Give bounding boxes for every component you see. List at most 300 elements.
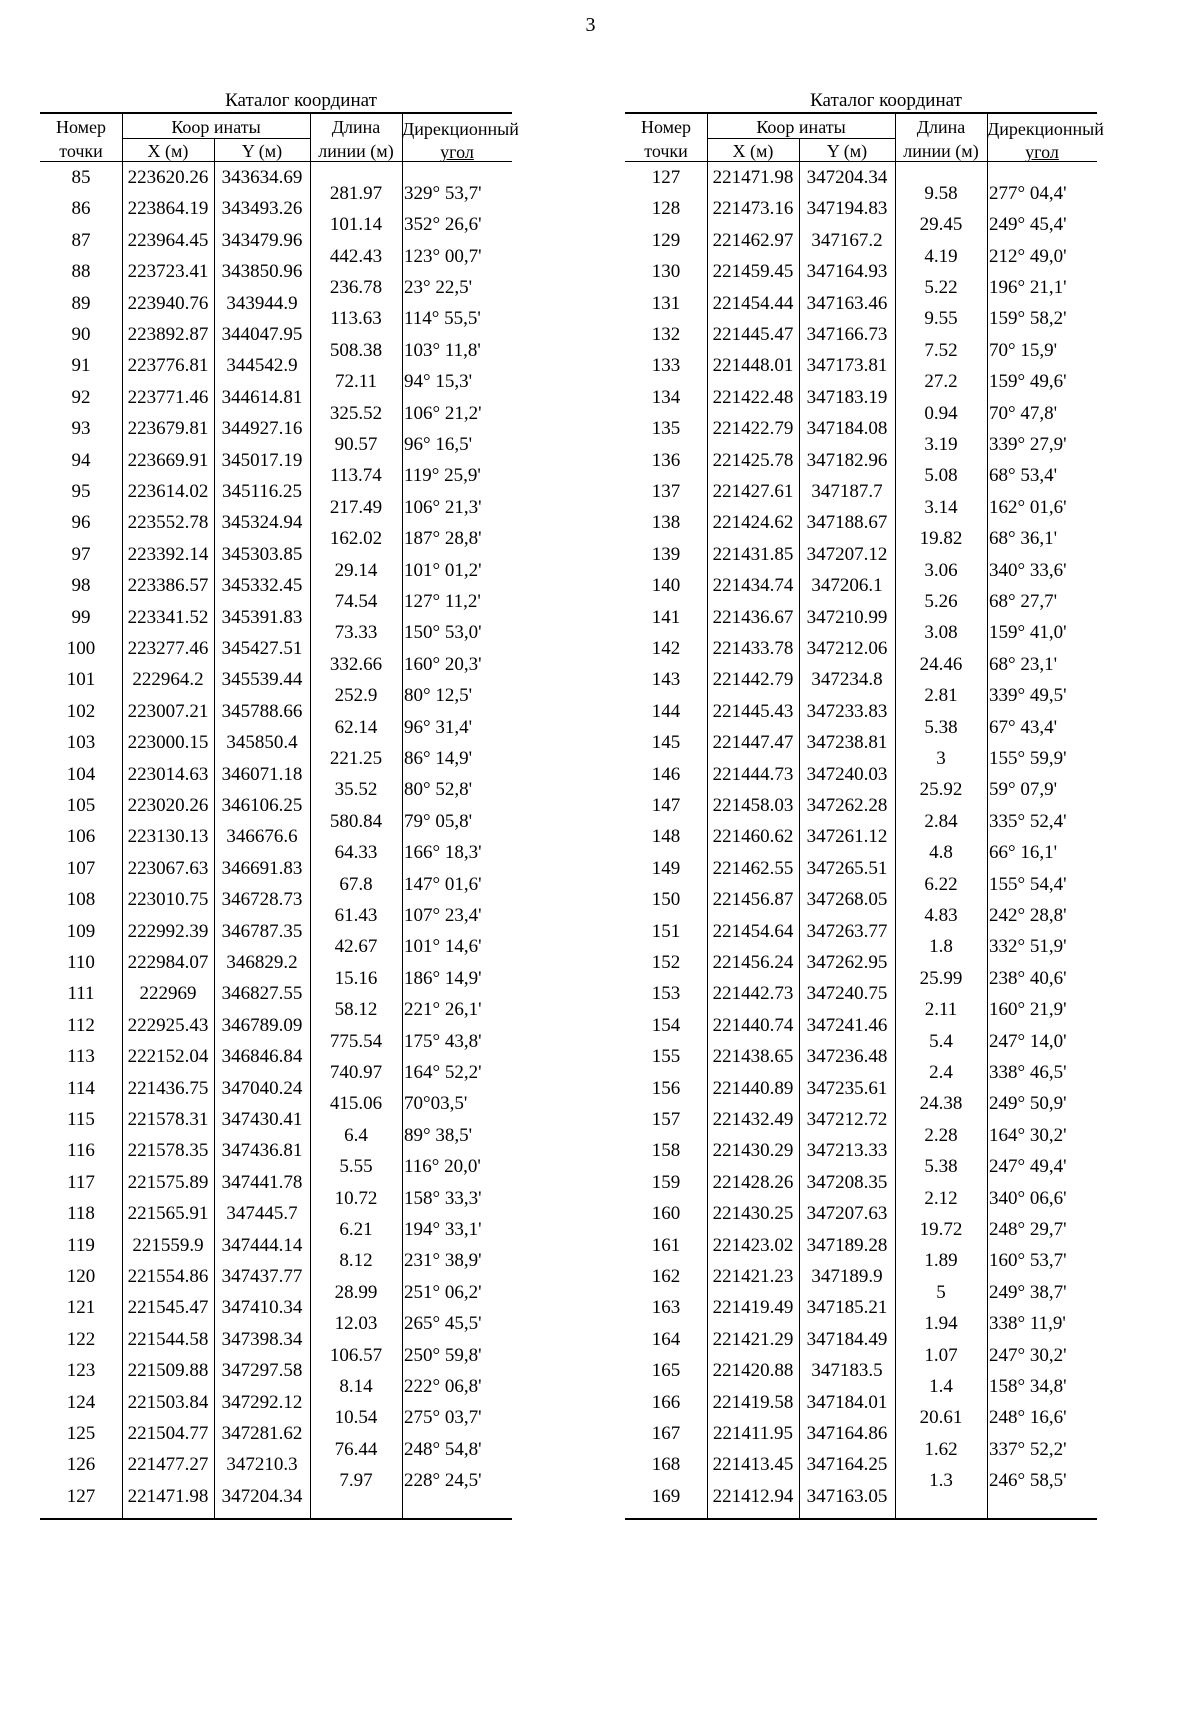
point-x: 222992.39	[127, 920, 209, 942]
point-number: 145	[651, 732, 681, 754]
segment-row	[40, 1277, 512, 1308]
segment-length: 25.92	[919, 779, 963, 801]
point-y: 346106.25	[221, 795, 303, 816]
point-y: 346071.18	[221, 763, 303, 785]
header-angle: Дирекционный	[402, 119, 519, 139]
point-x: 223964.45	[127, 229, 209, 251]
point-x: 223007.21	[127, 700, 209, 722]
segment-direction-angle: 162° 01,6'	[989, 496, 1067, 518]
point-x: 221462.97	[712, 229, 794, 251]
point-number: 134	[651, 386, 681, 408]
segment-row	[40, 1151, 512, 1182]
segment-row	[625, 806, 1097, 837]
segment-length: 6.22	[924, 873, 958, 895]
point-x: 223552.78	[127, 512, 209, 534]
segment-direction-angle: 96° 31,4'	[404, 716, 473, 738]
segment-length: 1.89	[924, 1250, 958, 1272]
point-y: 347164.25	[806, 1454, 888, 1476]
segment-direction-angle: 68° 53,4'	[989, 465, 1058, 487]
point-number: 112	[67, 1014, 95, 1036]
point-y: 347184.08	[806, 418, 888, 440]
segment-length: 162.02	[329, 528, 383, 550]
point-number: 103	[66, 732, 96, 754]
point-y: 347167.2	[811, 229, 883, 251]
segment-row	[40, 241, 512, 272]
point-number: 149	[651, 857, 681, 879]
point-x: 221440.89	[712, 1077, 794, 1099]
segment-row	[40, 398, 512, 429]
segment-length: 7.97	[339, 1470, 373, 1492]
point-y: 347183.5	[811, 1360, 883, 1382]
point-y: 347292.12	[221, 1391, 303, 1413]
point-y: 347234.8	[811, 669, 883, 691]
segment-row	[40, 1183, 512, 1214]
segment-direction-angle: 96° 16,5'	[404, 433, 473, 455]
segment-length: 4.19	[924, 245, 958, 267]
header-rule	[122, 138, 310, 139]
segment-length: 3.08	[924, 622, 958, 644]
point-y: 345332.45	[221, 575, 303, 597]
point-x: 221442.79	[712, 669, 794, 691]
header-coordinates: Коор инаты	[171, 117, 261, 137]
segment-length: 221.25	[329, 747, 383, 769]
segment-direction-angle: 249° 45,4'	[989, 214, 1067, 236]
point-x: 221509.88	[127, 1360, 209, 1382]
segment-length: 217.49	[329, 496, 383, 518]
segment-row	[625, 1340, 1097, 1371]
point-x: 221445.47	[712, 324, 794, 345]
point-number: 88	[71, 261, 91, 283]
segment-direction-angle: 339° 27,9'	[989, 433, 1067, 455]
segment-row	[40, 900, 512, 931]
segment-row	[40, 1434, 512, 1465]
point-number: 108	[66, 889, 96, 911]
segment-length: 5	[936, 1281, 946, 1303]
point-number: 89	[71, 292, 91, 314]
segment-length: 113.74	[330, 465, 382, 487]
point-y: 347430.41	[221, 1109, 303, 1130]
point-number: 86	[71, 198, 91, 220]
point-number: 129	[651, 229, 681, 251]
point-y: 347238.81	[806, 732, 888, 754]
point-y: 346829.2	[226, 952, 298, 973]
segment-row	[625, 241, 1097, 272]
segment-length: 4.8	[929, 842, 953, 864]
segment-direction-angle: 80° 12,5'	[404, 685, 473, 707]
segment-row	[40, 931, 512, 962]
point-y: 345788.66	[221, 700, 303, 722]
table-body	[625, 162, 1097, 1520]
segment-direction-angle: 338° 46,5'	[989, 1061, 1067, 1083]
segment-row	[625, 178, 1097, 209]
point-number: 94	[71, 449, 91, 471]
header-length: Длина	[916, 117, 966, 137]
point-y: 347210.3	[226, 1454, 298, 1476]
segment-length: 64.33	[334, 842, 378, 864]
point-number: 162	[651, 1266, 681, 1287]
segment-direction-angle: 275° 03,7'	[404, 1407, 482, 1429]
point-x: 221440.74	[712, 1014, 794, 1036]
segment-direction-angle: 248° 29,7'	[989, 1218, 1067, 1240]
point-y: 347184.01	[806, 1391, 888, 1413]
header-point-number-2: точки	[59, 141, 103, 161]
segment-length: 101.14	[329, 214, 383, 236]
point-x: 221545.47	[127, 1297, 209, 1319]
segment-direction-angle: 106° 21,2'	[404, 402, 482, 424]
segment-direction-angle: 107° 23,4'	[404, 904, 482, 926]
point-x: 221578.35	[127, 1140, 209, 1162]
segment-direction-angle: 94° 15,3'	[404, 371, 473, 393]
point-y: 347261.12	[806, 826, 888, 848]
segment-length: 8.14	[339, 1375, 373, 1397]
segment-row	[625, 366, 1097, 397]
point-number: 142	[651, 638, 681, 659]
segment-row	[625, 398, 1097, 429]
segment-direction-angle: 123° 00,7'	[404, 245, 482, 267]
segment-length: 1.8	[929, 936, 953, 958]
segment-length: 73.33	[334, 622, 378, 644]
segment-row	[40, 492, 512, 523]
point-x: 221412.94	[712, 1485, 794, 1507]
point-y: 343493.26	[221, 198, 303, 220]
segment-row	[625, 1088, 1097, 1119]
point-number: 110	[67, 952, 95, 973]
segment-direction-angle: 338° 11,9'	[989, 1313, 1066, 1335]
segment-direction-angle: 150° 53,0'	[404, 622, 482, 644]
point-y: 346846.84	[221, 1046, 303, 1068]
segment-direction-angle: 250° 59,8'	[404, 1344, 482, 1366]
point-number: 141	[651, 606, 681, 628]
point-x: 221456.87	[712, 889, 794, 911]
point-x: 221421.23	[712, 1266, 794, 1287]
segment-length: 62.14	[334, 716, 378, 738]
point-x: 222925.43	[127, 1014, 209, 1036]
point-x: 223679.81	[127, 418, 209, 440]
point-y: 347444.14	[221, 1234, 303, 1256]
point-y: 347263.77	[806, 920, 888, 942]
header-y: Y (м)	[826, 141, 868, 161]
point-y: 347163.46	[806, 292, 888, 314]
segment-length: 5.4	[929, 1030, 953, 1052]
segment-length: 3.14	[924, 496, 958, 518]
segment-row	[625, 837, 1097, 868]
point-number: 131	[651, 292, 681, 314]
point-x: 223723.41	[127, 261, 209, 283]
point-number: 143	[651, 669, 681, 691]
segment-direction-angle: 248° 54,8'	[404, 1438, 482, 1460]
segment-row	[625, 555, 1097, 586]
segment-length: 1.3	[929, 1470, 953, 1492]
point-y: 347207.63	[806, 1203, 888, 1225]
segment-direction-angle: 59° 07,9'	[989, 779, 1058, 801]
segment-row	[625, 335, 1097, 366]
point-y: 346728.73	[221, 889, 303, 911]
point-y: 347187.7	[811, 481, 883, 502]
segment-length: 5.38	[924, 1156, 958, 1178]
segment-direction-angle: 194° 33,1'	[404, 1218, 482, 1240]
header-divider	[214, 139, 215, 161]
segment-length: 5.22	[924, 276, 958, 298]
point-y: 347437.77	[221, 1266, 303, 1287]
point-x: 221503.84	[127, 1391, 209, 1413]
point-number: 135	[651, 418, 681, 440]
point-x: 221420.88	[712, 1360, 794, 1382]
segment-row	[625, 1214, 1097, 1245]
point-x: 221423.02	[712, 1234, 794, 1256]
point-number: 150	[651, 889, 681, 911]
segment-row	[625, 743, 1097, 774]
segment-row	[40, 617, 512, 648]
segment-row	[40, 1026, 512, 1057]
point-x: 221413.45	[712, 1454, 794, 1476]
point-y: 347281.62	[221, 1423, 303, 1444]
segment-direction-angle: 101° 01,2'	[404, 559, 482, 581]
segment-length: 20.61	[919, 1407, 963, 1429]
point-y: 347189.28	[806, 1234, 888, 1256]
segment-direction-angle: 249° 38,7'	[989, 1281, 1067, 1303]
segment-length: 2.11	[924, 999, 958, 1021]
point-y: 347183.19	[806, 386, 888, 408]
point-x: 223386.57	[127, 575, 209, 597]
segment-row	[40, 335, 512, 366]
segment-row	[40, 869, 512, 900]
header-point-number: Номер	[55, 117, 107, 137]
segment-row	[625, 869, 1097, 900]
point-number: 93	[71, 418, 91, 440]
point-x: 223892.87	[127, 324, 209, 345]
segment-row	[40, 1214, 512, 1245]
point-y: 346787.35	[221, 920, 303, 942]
point-number: 161	[651, 1234, 681, 1256]
segment-length: 15.16	[334, 967, 378, 989]
point-number: 138	[651, 512, 681, 534]
segment-direction-angle: 70° 47,8'	[989, 402, 1058, 424]
segment-direction-angle: 158° 33,3'	[404, 1187, 482, 1209]
segment-direction-angle: 119° 25,9'	[404, 465, 481, 487]
segment-row	[40, 555, 512, 586]
segment-direction-angle: 103° 11,8'	[404, 339, 481, 361]
segment-row	[625, 1434, 1097, 1465]
segment-direction-angle: 68° 36,1'	[989, 528, 1058, 550]
point-x: 223940.76	[127, 292, 209, 314]
point-x: 221544.58	[127, 1328, 209, 1350]
point-y: 347233.83	[806, 700, 888, 722]
point-y: 347204.34	[806, 167, 888, 188]
point-number: 118	[67, 1203, 95, 1225]
segment-row	[625, 429, 1097, 460]
point-number: 127	[651, 167, 681, 188]
coordinate-catalog-left	[40, 90, 562, 1520]
point-number: 122	[66, 1328, 96, 1350]
coordinate-catalog-right	[625, 90, 1147, 1520]
segment-length: 5.38	[924, 716, 958, 738]
segment-row	[625, 586, 1097, 617]
point-y: 344047.95	[221, 324, 303, 345]
segment-length: 24.38	[919, 1093, 963, 1115]
point-y: 345850.4	[226, 732, 298, 754]
point-x: 221433.78	[712, 638, 794, 659]
point-x: 223277.46	[127, 638, 209, 659]
point-number: 101	[66, 669, 96, 691]
segment-length: 332.66	[329, 653, 383, 675]
segment-length: 2.4	[929, 1061, 953, 1083]
segment-row	[625, 1057, 1097, 1088]
segment-row	[40, 743, 512, 774]
point-number: 159	[651, 1171, 681, 1193]
point-y: 344614.81	[221, 386, 303, 408]
segment-direction-angle: 228° 24,5'	[404, 1470, 482, 1492]
point-x: 221425.78	[712, 449, 794, 471]
point-x: 221419.49	[712, 1297, 794, 1319]
segment-direction-angle: 231° 38,9'	[404, 1250, 482, 1272]
segment-row	[625, 1183, 1097, 1214]
point-number: 163	[651, 1297, 681, 1319]
point-y: 345324.94	[221, 512, 303, 534]
segment-direction-angle: 67° 43,4'	[989, 716, 1058, 738]
point-x: 221430.29	[712, 1140, 794, 1162]
point-number: 137	[651, 481, 681, 502]
segment-direction-angle: 89° 38,5'	[404, 1124, 473, 1146]
segment-length: 3	[936, 747, 946, 769]
point-number: 105	[66, 795, 96, 816]
segment-direction-angle: 127° 11,2'	[404, 590, 481, 612]
point-x: 221419.58	[712, 1391, 794, 1413]
point-x: 221448.01	[712, 355, 794, 377]
header-divider	[310, 114, 311, 161]
point-y: 347240.75	[806, 983, 888, 1005]
segment-row	[40, 1057, 512, 1088]
segment-direction-angle: 242° 28,8'	[989, 904, 1067, 926]
point-y: 346789.09	[221, 1014, 303, 1036]
segment-length: 252.9	[334, 685, 378, 707]
point-number: 140	[651, 575, 681, 597]
segment-row	[40, 209, 512, 240]
segment-length: 42.67	[334, 936, 378, 958]
point-number: 90	[71, 324, 91, 345]
segment-direction-angle: 159° 41,0'	[989, 622, 1067, 644]
segment-direction-angle: 159° 58,2'	[989, 308, 1067, 330]
header-y: Y (м)	[241, 141, 283, 161]
segment-direction-angle: 116° 20,0'	[404, 1156, 481, 1178]
point-x: 221454.64	[712, 920, 794, 942]
segment-row	[40, 1402, 512, 1433]
segment-length: 90.57	[334, 433, 378, 455]
segment-length: 61.43	[334, 904, 378, 926]
segment-row	[625, 1151, 1097, 1182]
point-x: 221473.16	[712, 198, 794, 220]
point-y: 347265.51	[806, 857, 888, 879]
header-rule	[707, 138, 895, 139]
point-x: 221454.44	[712, 292, 794, 314]
segment-row	[40, 837, 512, 868]
point-y: 347188.67	[806, 512, 888, 534]
segment-length: 29.14	[334, 559, 378, 581]
segment-length: 9.58	[924, 182, 958, 204]
point-y: 347268.05	[806, 889, 888, 911]
point-x: 221428.26	[712, 1171, 794, 1193]
segment-direction-angle: 187° 28,8'	[404, 528, 482, 550]
segment-row	[625, 900, 1097, 931]
point-x: 223864.19	[127, 198, 209, 220]
point-x: 221430.25	[712, 1203, 794, 1225]
header-angle-2: угол	[1025, 142, 1059, 162]
segment-row	[625, 1308, 1097, 1339]
point-y: 347410.34	[221, 1297, 303, 1319]
header-length-2: линии (м)	[903, 141, 979, 161]
segment-row	[40, 303, 512, 334]
point-x: 222969	[139, 983, 197, 1005]
segment-row	[40, 680, 512, 711]
point-y: 347164.93	[806, 261, 888, 283]
point-x: 221559.9	[132, 1234, 204, 1256]
point-number: 127	[66, 1485, 96, 1507]
segment-length: 2.81	[924, 685, 958, 707]
header-angle-2: угол	[440, 142, 474, 162]
point-x: 223000.15	[127, 732, 209, 754]
segment-length: 10.54	[334, 1407, 378, 1429]
segment-direction-angle: 166° 18,3'	[404, 842, 482, 864]
point-number: 148	[651, 826, 681, 848]
point-y: 345391.83	[221, 606, 303, 628]
point-number: 169	[651, 1485, 681, 1507]
point-number: 97	[71, 543, 91, 565]
header-divider	[402, 114, 403, 161]
point-y: 347445.7	[226, 1203, 298, 1225]
point-x: 221436.75	[127, 1077, 209, 1099]
point-y: 347204.34	[221, 1485, 303, 1507]
segment-row	[625, 460, 1097, 491]
point-x: 221424.62	[712, 512, 794, 534]
point-x: 221438.65	[712, 1046, 794, 1068]
point-y: 347297.58	[221, 1360, 303, 1382]
point-y: 347207.12	[806, 543, 888, 565]
segment-row	[625, 209, 1097, 240]
segment-row	[625, 1277, 1097, 1308]
point-y: 347262.95	[806, 952, 888, 973]
segment-direction-angle: 155° 54,4'	[989, 873, 1067, 895]
segment-length: 7.52	[924, 339, 958, 361]
segment-length: 3.19	[924, 433, 958, 455]
segment-direction-angle: 160° 53,7'	[989, 1250, 1067, 1272]
segment-length: 10.72	[334, 1187, 378, 1209]
segment-length: 29.45	[919, 214, 963, 236]
point-y: 347184.49	[806, 1328, 888, 1350]
point-y: 347040.24	[221, 1077, 303, 1099]
segment-row	[625, 492, 1097, 523]
point-y: 344542.9	[226, 355, 298, 377]
point-x: 222964.2	[132, 669, 204, 691]
point-x: 223392.14	[127, 543, 209, 565]
segment-row	[40, 178, 512, 209]
segment-row	[40, 712, 512, 743]
segment-length: 415.06	[329, 1093, 383, 1115]
point-number: 87	[71, 229, 91, 251]
segment-row	[40, 1120, 512, 1151]
segment-length: 12.03	[334, 1313, 378, 1335]
segment-direction-angle: 158° 34,8'	[989, 1375, 1067, 1397]
segment-length: 6.21	[339, 1218, 373, 1240]
segment-direction-angle: 249° 50,9'	[989, 1093, 1067, 1115]
point-y: 345116.25	[221, 481, 303, 502]
point-x: 223669.91	[127, 449, 209, 471]
point-number: 121	[66, 1297, 96, 1319]
segment-direction-angle: 186° 14,9'	[404, 967, 482, 989]
point-x: 222152.04	[127, 1046, 209, 1068]
point-x: 223010.75	[127, 889, 209, 911]
point-y: 343634.69	[221, 167, 303, 188]
point-number: 102	[66, 700, 96, 722]
point-x: 221445.43	[712, 700, 794, 722]
